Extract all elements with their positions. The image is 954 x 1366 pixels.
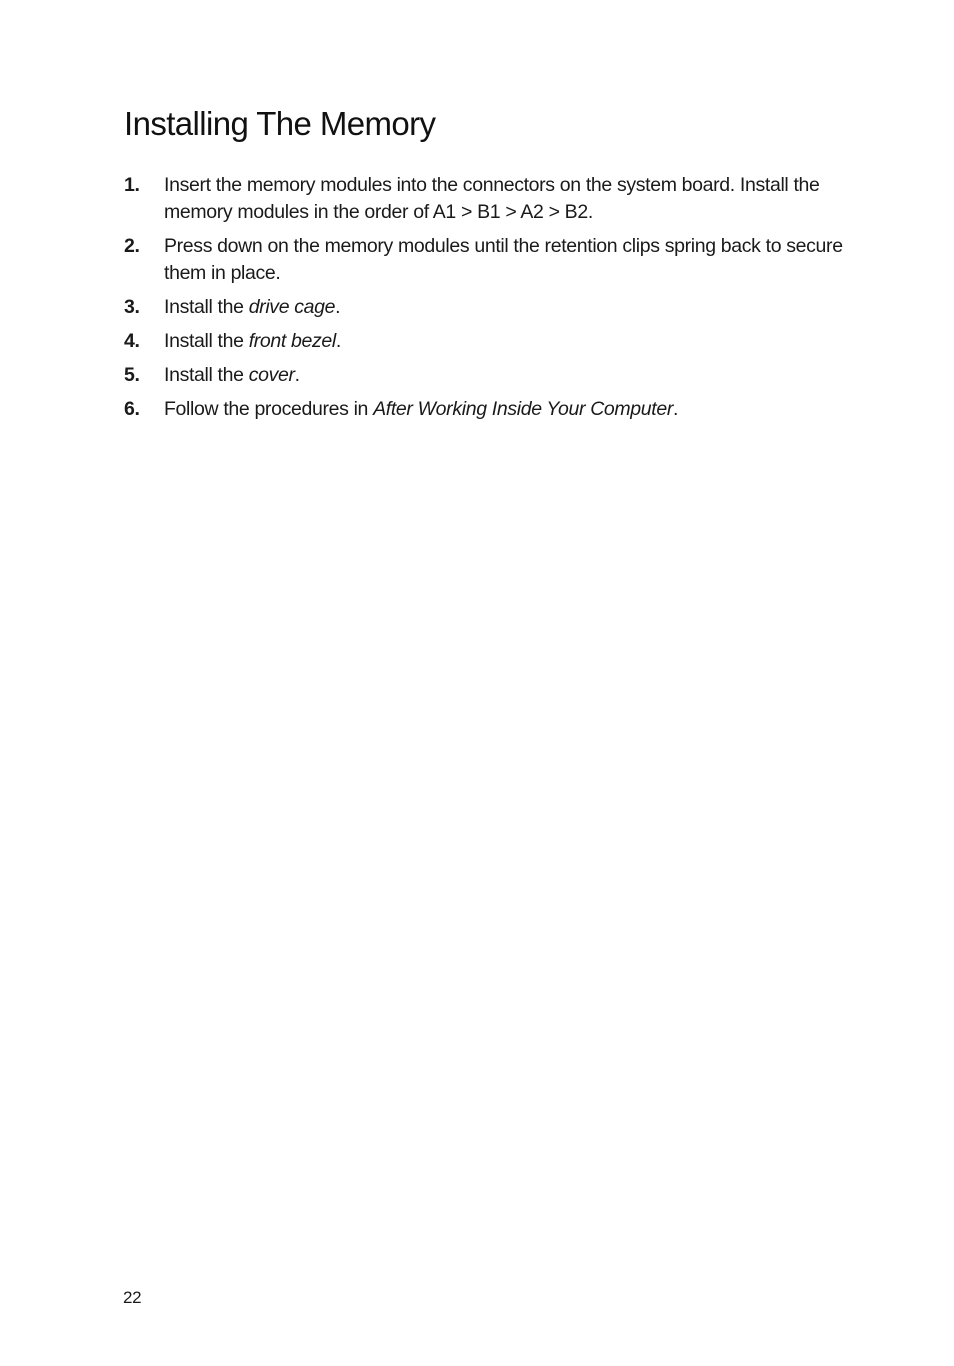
step-number: 6. [124, 398, 140, 420]
step-text-prefix: Install the [164, 330, 249, 352]
step-4 [124, 328, 864, 355]
front-bezel-link[interactable]: front bezel [248, 330, 336, 352]
step-text: Press down on the memory modules until the retention clips spring back to secure them in place. [164, 235, 843, 284]
step-1 [124, 172, 864, 226]
step-6 [124, 396, 864, 423]
step-text: Insert the memory modules into the connectors on the system board. Install the memory modules in the order of A1 > B1 > A2 > B2. [164, 174, 820, 223]
drive-cage-link[interactable]: drive cage [248, 296, 336, 318]
step-text-suffix: . [673, 398, 679, 420]
step-text [164, 294, 864, 321]
step-2 [124, 233, 864, 287]
step-text [164, 328, 864, 355]
step-number: 3. [124, 296, 140, 318]
step-3 [124, 294, 864, 321]
step-5 [124, 362, 864, 389]
step-number: 4. [124, 330, 140, 352]
cover-link[interactable]: cover [248, 364, 295, 386]
step-text-suffix: . [335, 296, 341, 318]
step-number: 1. [124, 174, 140, 196]
step-text-prefix: Install the [164, 364, 249, 386]
step-number: 2. [124, 235, 140, 257]
page-number: 22 [123, 1288, 142, 1307]
step-text-prefix: Follow the procedures in [164, 398, 374, 420]
step-text-suffix: . [294, 364, 300, 386]
step-text [164, 362, 864, 389]
step-text-prefix: Install the [164, 296, 249, 318]
procedure-steps-list [124, 172, 864, 430]
page-title: Installing The Memory [124, 105, 436, 142]
step-number: 5. [124, 364, 140, 386]
step-text-suffix: . [335, 330, 341, 352]
step-text [164, 396, 864, 423]
after-working-inside-link[interactable]: After Working Inside Your Computer [373, 398, 674, 420]
